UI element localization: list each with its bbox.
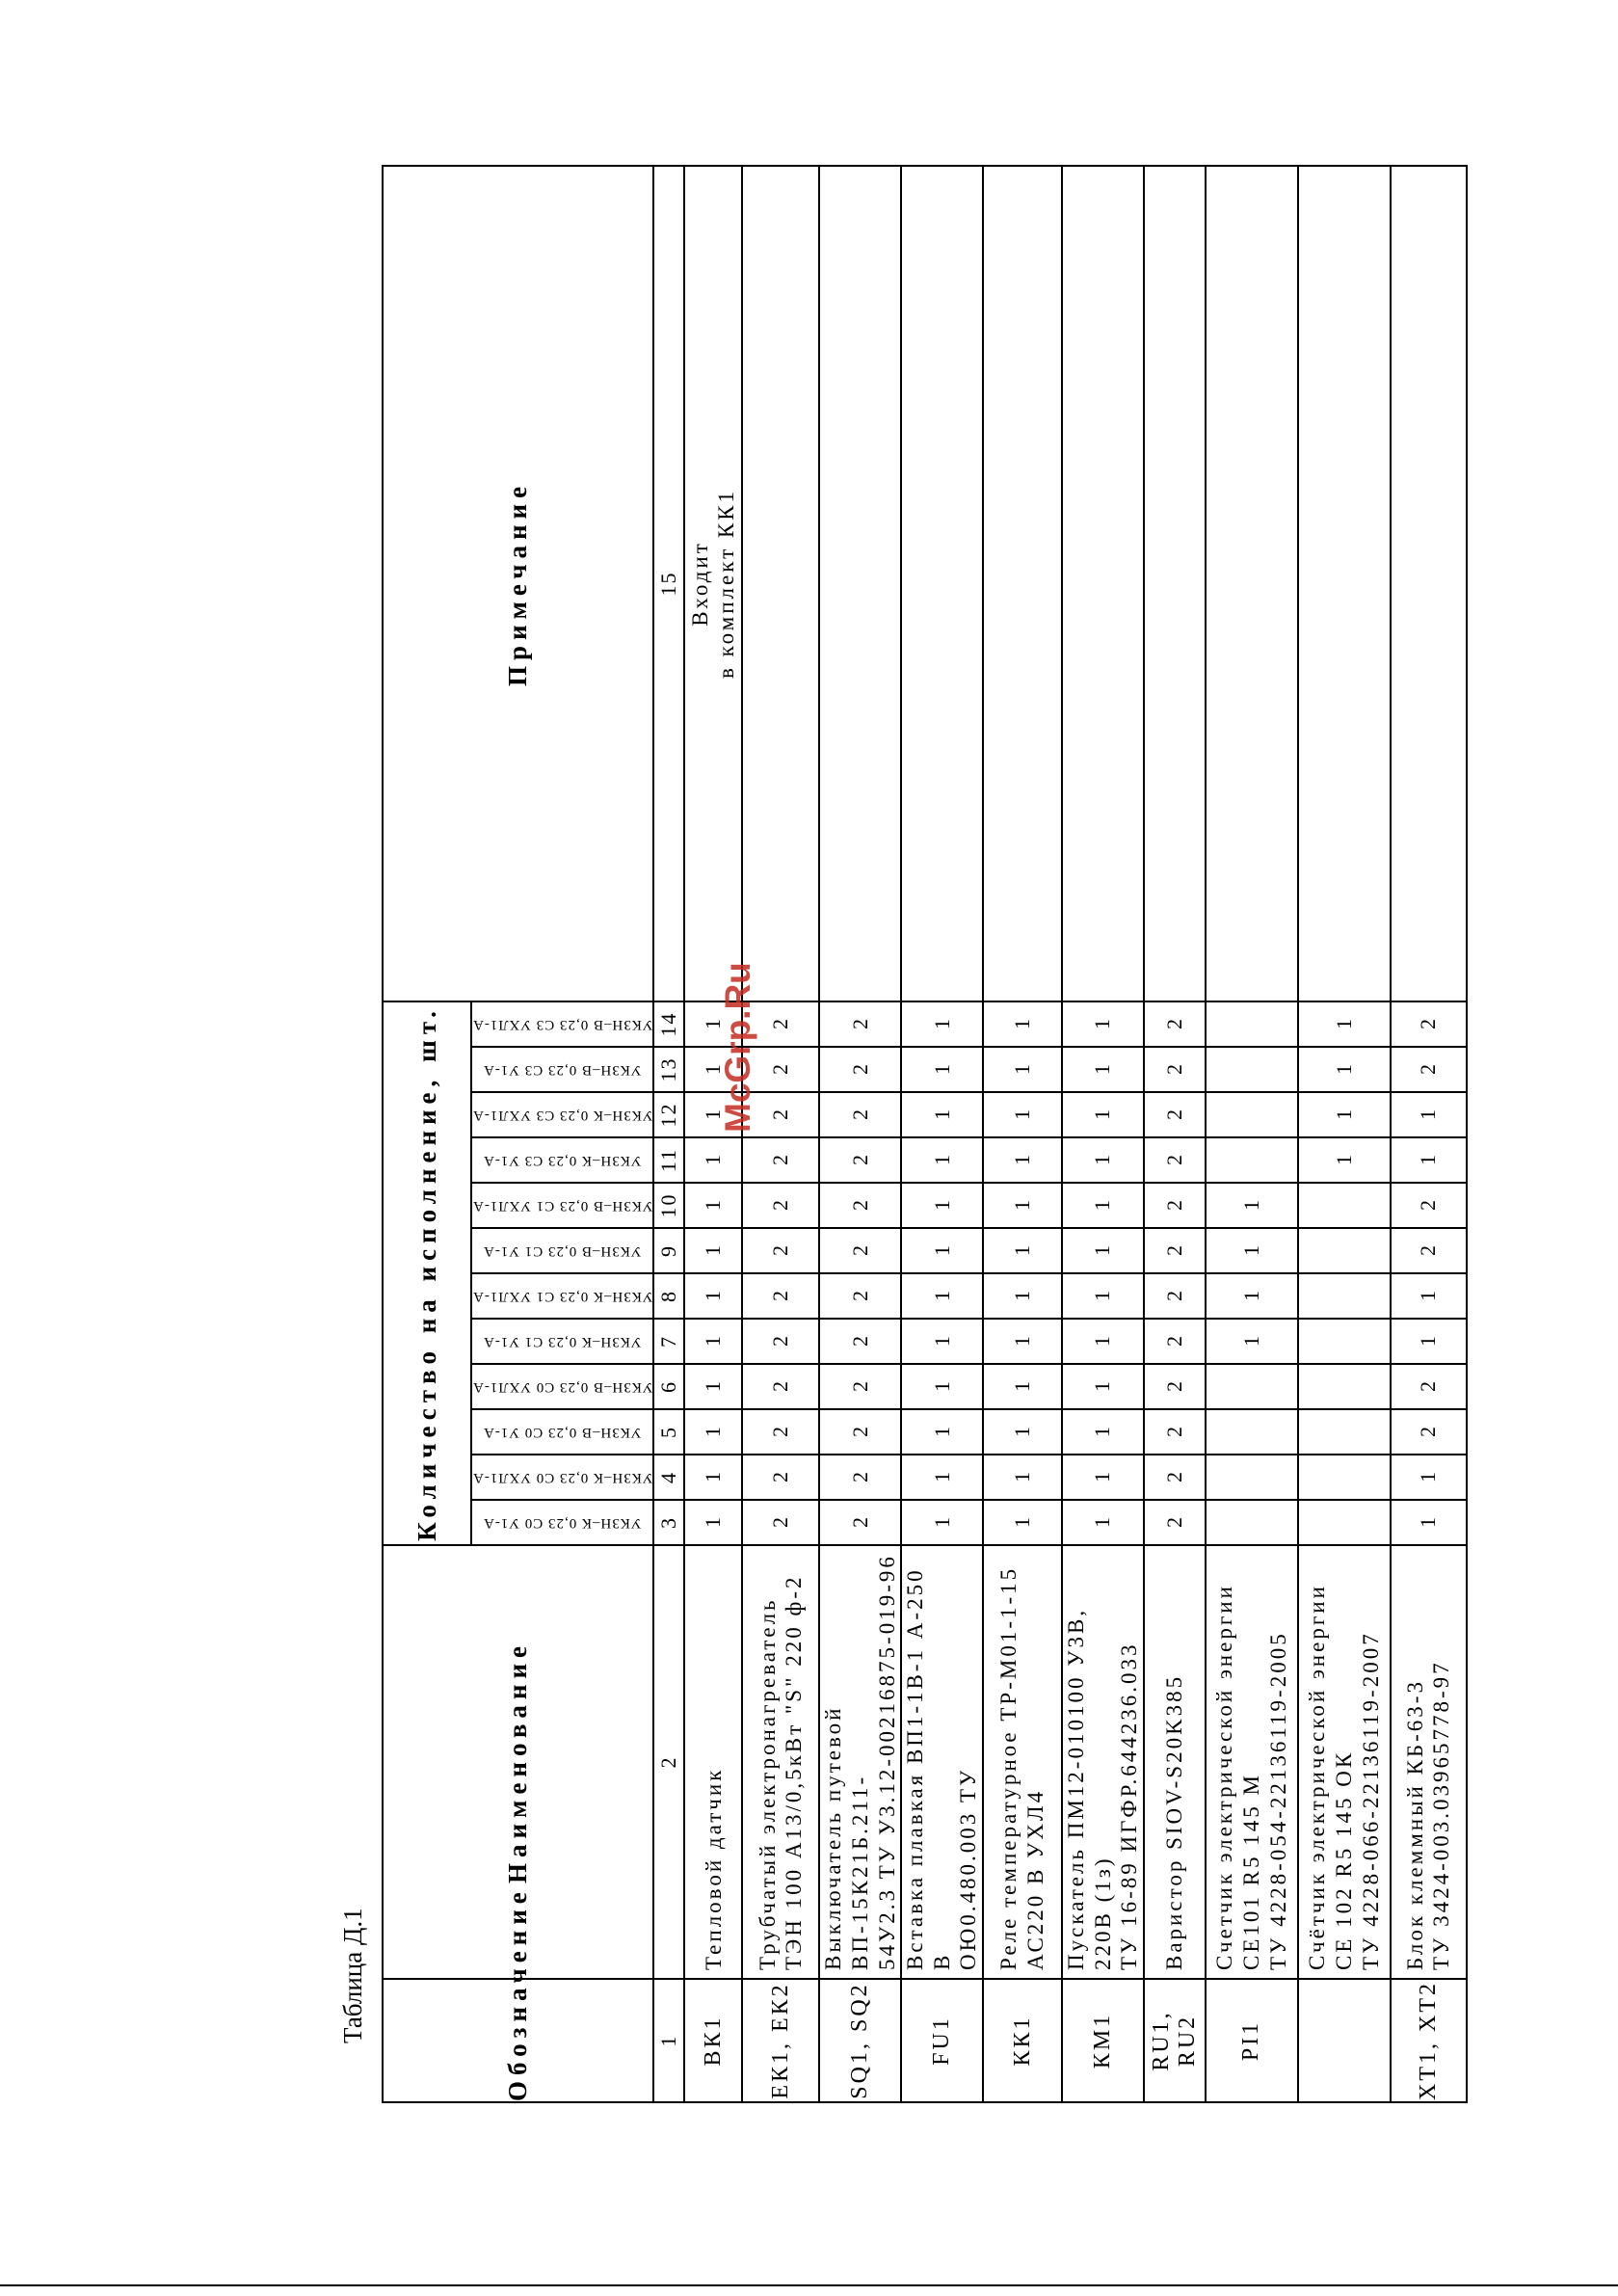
name-cell [742, 1545, 819, 1979]
table-row [1062, 166, 1144, 2102]
quantity-cell: 1 [901, 1047, 983, 1092]
quantity-cell: 1 [901, 1183, 983, 1228]
variant-header: УКЗН–В 0,23 С3 УХЛ1-А [471, 1001, 653, 1047]
quantity-cell: 2 [1144, 1228, 1206, 1273]
header-designation: Обозначение [383, 1979, 653, 2102]
quantity-cell: 1 [1062, 1364, 1144, 1409]
components-table [382, 165, 1468, 2103]
quantity-cell [1298, 1273, 1391, 1319]
name-cell [684, 1545, 742, 1979]
quantity-cell: 1 [1298, 1001, 1391, 1047]
quantity-cell: 2 [742, 1455, 819, 1500]
quantity-cell: 1 [901, 1455, 983, 1500]
column-number: 7 [653, 1319, 684, 1364]
quantity-cell: 1 [684, 1409, 742, 1455]
name-line: Тепловой датчик [701, 1767, 726, 1970]
column-number: 10 [653, 1183, 684, 1228]
name-cell [1062, 1545, 1144, 1979]
variant-header: УКЗН–В 0,23 С3 У1-А [471, 1047, 653, 1092]
quantity-cell: 1 [983, 1500, 1062, 1545]
quantity-cell: 1 [983, 1047, 1062, 1092]
quantity-cell: 2 [1144, 1364, 1206, 1409]
quantity-cell: 1 [1298, 1137, 1391, 1183]
name-line: ТУ 4228-054-22136119-2005 [1265, 1631, 1290, 1970]
designation-cell: FU1 [901, 1979, 983, 2102]
quantity-cell: 1 [901, 1001, 983, 1047]
quantity-cell: 1 [901, 1228, 983, 1273]
table-row [901, 166, 983, 2102]
quantity-cell: 1 [1062, 1183, 1144, 1228]
quantity-cell: 2 [819, 1409, 901, 1455]
quantity-cell: 2 [1144, 1319, 1206, 1364]
quantity-cell: 2 [1144, 1137, 1206, 1183]
note-cell [983, 166, 1062, 1001]
quantity-cell: 1 [1391, 1455, 1467, 1500]
quantity-cell [1298, 1319, 1391, 1364]
quantity-cell: 2 [742, 1183, 819, 1228]
header-note: Примечание [383, 166, 653, 1001]
name-line: ОЮ0.480.003 ТУ [956, 1767, 981, 1970]
quantity-cell: 1 [901, 1409, 983, 1455]
quantity-cell: 2 [742, 1001, 819, 1047]
quantity-cell: 2 [1144, 1092, 1206, 1137]
quantity-cell: 2 [819, 1500, 901, 1545]
quantity-cell: 1 [684, 1228, 742, 1273]
table-row [684, 166, 742, 2102]
name-line: Варистор SIOV-S20K385 [1161, 1673, 1186, 1970]
quantity-cell: 2 [1391, 1047, 1467, 1092]
quantity-cell: 1 [1062, 1409, 1144, 1455]
designation-cell: ЕК1, ЕК2 [742, 1979, 819, 2102]
quantity-cell: 1 [983, 1228, 1062, 1273]
quantity-cell: 1 [901, 1500, 983, 1545]
table-row [1298, 166, 1391, 2102]
quantity-cell [1298, 1183, 1391, 1228]
quantity-cell: 1 [901, 1273, 983, 1319]
quantity-cell: 1 [1062, 1500, 1144, 1545]
quantity-cell: 2 [742, 1319, 819, 1364]
quantity-cell: 2 [742, 1409, 819, 1455]
table-row [819, 166, 901, 2102]
name-line: СЕ 102 R5 145 ОК [1331, 1749, 1356, 1970]
name-line: ТЭН 100 А13/0,5кВт "S" 220 ф-2 [782, 1574, 807, 1970]
quantity-cell: 2 [819, 1183, 901, 1228]
designation-cell: ХТ1, ХТ2 [1391, 1979, 1467, 2102]
quantity-cell: 2 [742, 1137, 819, 1183]
table-row [1206, 166, 1298, 2102]
quantity-cell: 2 [742, 1047, 819, 1092]
variant-header: УКЗН–В 0,23 С0 УХЛ1-А [471, 1364, 653, 1409]
footer-rule [0, 2284, 1618, 2286]
column-number: 11 [653, 1137, 684, 1183]
quantity-cell: 1 [684, 1047, 742, 1092]
designation-cell: PI1 [1206, 1979, 1298, 2102]
note-cell [742, 166, 819, 1001]
quantity-cell: 1 [1391, 1500, 1467, 1545]
variant-header: УКЗН–К 0,23 С3 УХЛ1-А [471, 1092, 653, 1137]
column-number: 14 [653, 1001, 684, 1047]
quantity-cell: 2 [1391, 1228, 1467, 1273]
quantity-cell [1298, 1364, 1391, 1409]
quantity-cell: 2 [819, 1273, 901, 1319]
quantity-cell [1298, 1500, 1391, 1545]
name-line: Счётчик электрической энергии [1305, 1584, 1330, 1970]
column-number: 6 [653, 1364, 684, 1409]
header-name: Наименование [383, 1545, 653, 1979]
quantity-cell [1206, 1001, 1298, 1047]
quantity-cell: 2 [1144, 1273, 1206, 1319]
note-cell [901, 166, 983, 1001]
quantity-cell: 2 [1391, 1183, 1467, 1228]
variant-header: УКЗН–В 0,23 С0 У1-А [471, 1409, 653, 1455]
quantity-cell [1206, 1500, 1298, 1545]
quantity-cell: 2 [1144, 1455, 1206, 1500]
quantity-cell: 1 [983, 1092, 1062, 1137]
name-line: Трубчатый электронагреватель [755, 1597, 780, 1970]
quantity-cell: 1 [684, 1137, 742, 1183]
quantity-cell: 1 [1062, 1455, 1144, 1500]
quantity-cell: 2 [1144, 1183, 1206, 1228]
quantity-cell: 1 [1391, 1319, 1467, 1364]
designation-cell: RU1, RU2 [1144, 1979, 1206, 2102]
name-line: Блок клеммный КБ-63-3 [1402, 1679, 1427, 1970]
quantity-cell: 1 [1062, 1001, 1144, 1047]
table-caption: Таблица Д.1 [338, 1908, 367, 2043]
name-cell [819, 1545, 901, 1979]
quantity-cell: 1 [901, 1137, 983, 1183]
quantity-cell: 1 [684, 1319, 742, 1364]
name-cell [1144, 1545, 1206, 1979]
quantity-cell: 1 [983, 1137, 1062, 1183]
quantity-cell: 1 [684, 1183, 742, 1228]
quantity-cell: 2 [742, 1228, 819, 1273]
variant-header: УКЗН–К 0,23 С0 УХЛ1-А [471, 1455, 653, 1500]
quantity-cell [1298, 1455, 1391, 1500]
name-cell [1391, 1545, 1467, 1979]
quantity-cell [1206, 1047, 1298, 1092]
quantity-cell [1206, 1137, 1298, 1183]
designation-cell: SQ1, SQ2 [819, 1979, 901, 2102]
column-number: 12 [653, 1092, 684, 1137]
variant-header: УКЗН–К 0,23 С1 УХЛ1-А [471, 1273, 653, 1319]
name-cell [1298, 1545, 1391, 1979]
quantity-cell [1206, 1409, 1298, 1455]
table-row [983, 166, 1062, 2102]
quantity-cell: 1 [901, 1092, 983, 1137]
note-cell [1144, 166, 1206, 1001]
quantity-cell: 1 [1062, 1319, 1144, 1364]
quantity-cell: 1 [983, 1273, 1062, 1319]
quantity-cell: 1 [684, 1500, 742, 1545]
name-cell [901, 1545, 983, 1979]
quantity-cell: 2 [1144, 1409, 1206, 1455]
column-number: 8 [653, 1273, 684, 1319]
quantity-cell: 2 [819, 1092, 901, 1137]
quantity-cell: 2 [742, 1273, 819, 1319]
quantity-cell: 1 [983, 1001, 1062, 1047]
name-line: Выключатель путевой ВП-15К21Б.211- [821, 1705, 873, 1970]
quantity-cell: 1 [1391, 1092, 1467, 1137]
quantity-cell: 2 [1144, 1001, 1206, 1047]
quantity-cell: 1 [983, 1455, 1062, 1500]
name-line: Вставка плавкая ВП1-1В-1 А-250 В [903, 1567, 954, 1970]
quantity-cell: 2 [819, 1228, 901, 1273]
designation-cell: КК1 [983, 1979, 1062, 2102]
column-number: 5 [653, 1409, 684, 1455]
name-cell [1206, 1545, 1298, 1979]
quantity-cell [1206, 1092, 1298, 1137]
note-cell [819, 166, 901, 1001]
quantity-cell: 1 [684, 1455, 742, 1500]
column-number: 2 [653, 1545, 684, 1979]
quantity-cell: 1 [1206, 1183, 1298, 1228]
column-number: 13 [653, 1047, 684, 1092]
table-row [742, 166, 819, 2102]
quantity-cell: 2 [742, 1092, 819, 1137]
column-number: 15 [653, 166, 684, 1001]
rotated-table-container [382, 167, 1454, 2103]
quantity-cell: 2 [819, 1455, 901, 1500]
quantity-cell: 2 [1144, 1047, 1206, 1092]
name-line: Реле температурное ТР-М01-1-15 [996, 1565, 1021, 1970]
quantity-cell: 1 [1391, 1273, 1467, 1319]
variant-header: УКЗН–К 0,23 С1 У1-А [471, 1319, 653, 1364]
quantity-cell: 2 [742, 1500, 819, 1545]
header-quantity: Количество на исполнение, шт. [383, 1001, 471, 1545]
quantity-cell: 2 [742, 1364, 819, 1409]
quantity-cell: 2 [1391, 1409, 1467, 1455]
quantity-cell: 1 [684, 1001, 742, 1047]
name-line: АС220 В УХЛ4 [1023, 1788, 1048, 1970]
designation-cell: КМ1 [1062, 1979, 1144, 2102]
quantity-cell [1206, 1455, 1298, 1500]
column-number: 4 [653, 1455, 684, 1500]
quantity-cell: 2 [819, 1137, 901, 1183]
quantity-cell: 1 [1062, 1273, 1144, 1319]
quantity-cell: 1 [901, 1364, 983, 1409]
note-cell [1391, 166, 1467, 1001]
name-line: ТУ 3424-003.03965778-97 [1429, 1660, 1454, 1970]
note-cell [1062, 166, 1144, 1001]
quantity-cell: 1 [1206, 1273, 1298, 1319]
quantity-cell: 2 [1391, 1001, 1467, 1047]
quantity-cell [1298, 1228, 1391, 1273]
note-cell [1206, 166, 1298, 1001]
variant-header: УКЗН–В 0,23 С1 У1-А [471, 1228, 653, 1273]
table-row [1391, 166, 1467, 2102]
quantity-cell: 2 [819, 1364, 901, 1409]
quantity-cell: 1 [1206, 1228, 1298, 1273]
designation-cell: ВК1 [684, 1979, 742, 2102]
quantity-cell: 1 [983, 1409, 1062, 1455]
name-line: Счетчик электрической энергии [1212, 1584, 1237, 1970]
table-row [1144, 166, 1206, 2102]
quantity-cell: 2 [1144, 1500, 1206, 1545]
note-cell [1298, 166, 1391, 1001]
quantity-cell: 1 [1298, 1092, 1391, 1137]
quantity-cell [1298, 1409, 1391, 1455]
quantity-cell: 1 [901, 1319, 983, 1364]
name-line: ТУ 16-89 ИГФР.644236.033 [1117, 1642, 1142, 1970]
quantity-cell: 2 [819, 1001, 901, 1047]
quantity-cell: 1 [684, 1273, 742, 1319]
variant-header: УКЗН–К 0,23 С0 У1-А [471, 1500, 653, 1545]
designation-cell [1298, 1979, 1391, 2102]
quantity-cell [1206, 1364, 1298, 1409]
column-number: 9 [653, 1228, 684, 1273]
column-number: 3 [653, 1500, 684, 1545]
quantity-cell: 1 [684, 1364, 742, 1409]
quantity-cell: 1 [983, 1183, 1062, 1228]
quantity-cell: 1 [1062, 1228, 1144, 1273]
variant-header: УКЗН–В 0,23 С1 УХЛ1-А [471, 1183, 653, 1228]
name-line: 54У2.3 ТУ У3.12-00216875-019-96 [874, 1554, 899, 1970]
quantity-cell: 2 [819, 1047, 901, 1092]
quantity-cell: 1 [1062, 1047, 1144, 1092]
name-line: Пускатель ПМ12-010100 У3В, 220В (1з) [1064, 1607, 1115, 1970]
note-line: в комплект КК1 [714, 488, 739, 680]
column-number: 1 [653, 1979, 684, 2102]
quantity-cell: 1 [1062, 1092, 1144, 1137]
name-cell [983, 1545, 1062, 1979]
quantity-cell: 1 [1391, 1137, 1467, 1183]
note-cell [684, 166, 742, 1001]
quantity-cell: 2 [1391, 1364, 1467, 1409]
quantity-cell: 1 [1062, 1137, 1144, 1183]
quantity-cell: 2 [819, 1319, 901, 1364]
name-line: ТУ 4228-066-22136119-2007 [1358, 1631, 1383, 1970]
quantity-cell: 1 [1298, 1047, 1391, 1092]
quantity-cell: 1 [983, 1319, 1062, 1364]
quantity-cell: 1 [983, 1364, 1062, 1409]
note-line: Входит [687, 541, 712, 627]
watermark: McGrp.Ru [718, 962, 757, 1133]
quantity-cell: 1 [1206, 1319, 1298, 1364]
variant-header: УКЗН–К 0,23 С3 У1-А [471, 1137, 653, 1183]
name-line: СЕ101 R5 145 М [1238, 1773, 1263, 1970]
quantity-cell: 1 [684, 1092, 742, 1137]
